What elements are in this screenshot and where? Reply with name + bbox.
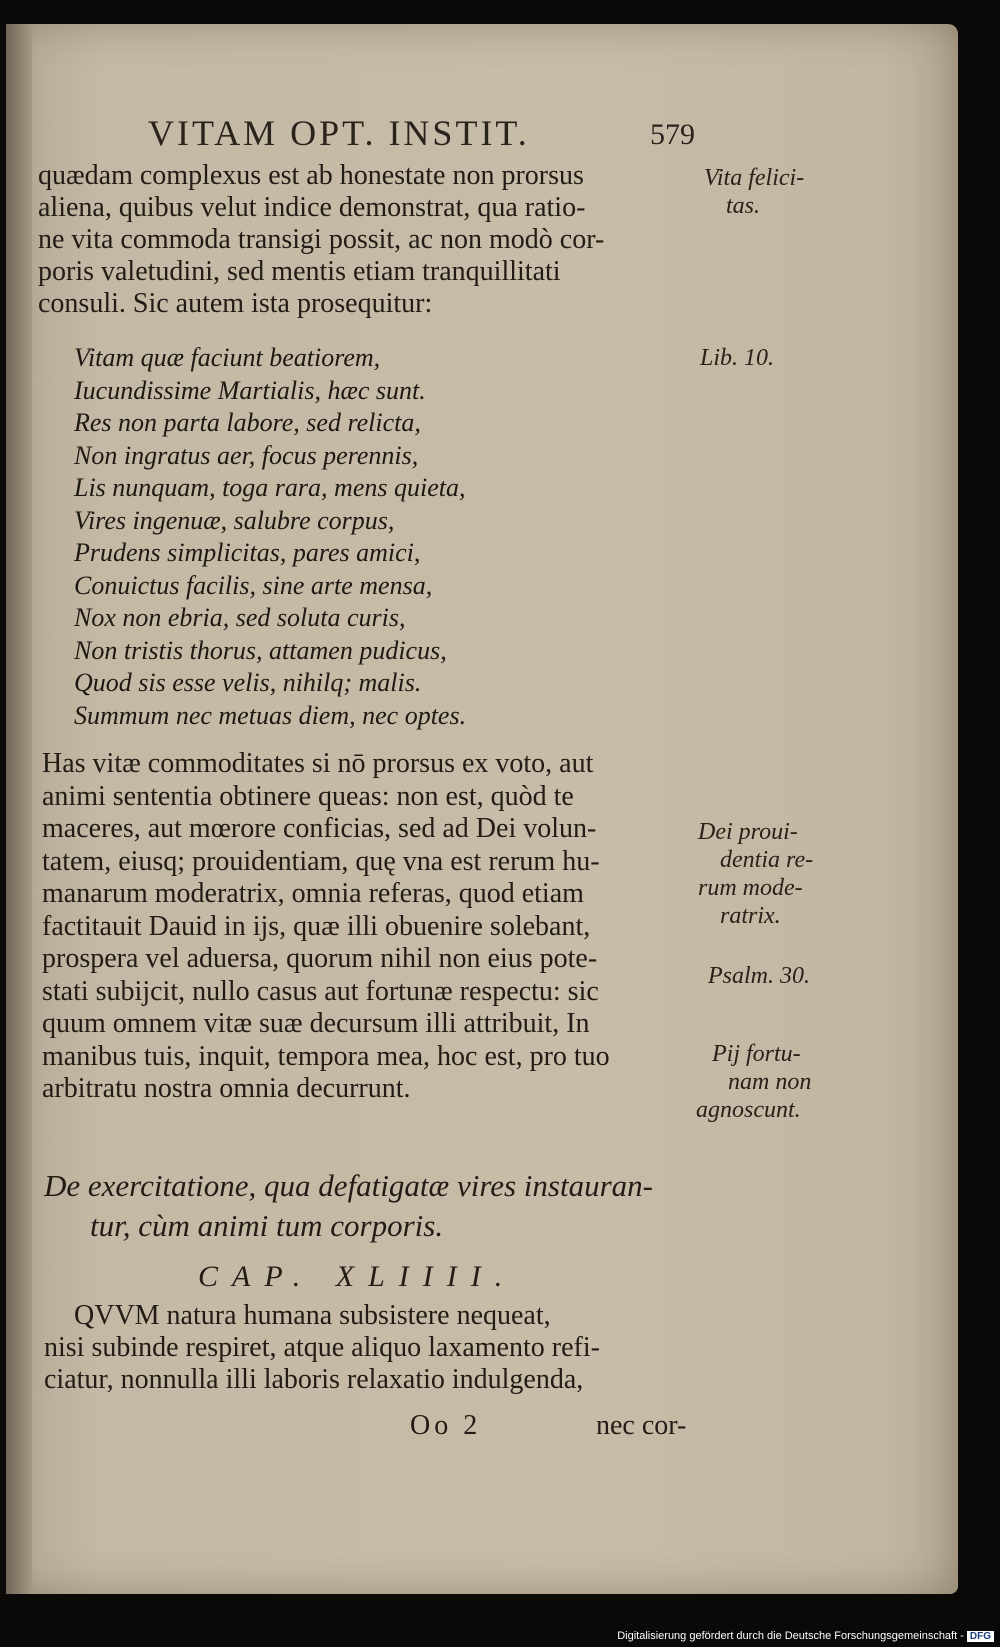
verse-line: Res non parta labore, sed relicta, <box>74 408 421 437</box>
margin-note-pij-fortuna <box>696 1040 811 1124</box>
margin-note-line: Pij fortu- <box>712 1041 801 1067</box>
text-line: tatem, eiusq; prouidentiam, quę vna est rerum hu- <box>42 845 600 877</box>
margin-note-line: rum mode- <box>698 875 803 901</box>
text-line: manibus tuis, inquit, tempora mea, hoc est, pro tuo <box>42 1040 610 1072</box>
verse-line: Lis nunquam, toga rara, mens quieta, <box>74 473 466 502</box>
binding-gutter <box>6 24 32 1594</box>
catchword: nec cor- <box>596 1410 687 1441</box>
text-line: aliena, quibus velut indice demonstrat, qua ratio- <box>38 192 586 223</box>
verse-line: Vires ingenuæ, salubre corpus, <box>74 505 395 535</box>
margin-note-line: dentia re- <box>720 847 814 873</box>
dfg-logo: DFG <box>967 1631 994 1642</box>
text-line: maceres, aut mœrore conficias, sed ad Dei volun- <box>42 813 597 844</box>
margin-note-line: Vita felici- <box>704 165 805 191</box>
text-line: poris valetudini, sed mentis etiam tranquillitati <box>38 256 561 287</box>
text-line: consuli. Sic autem ista prosequitur: <box>38 288 433 319</box>
text-line: stati subijcit, nullo casus aut fortunæ respectu: sic <box>42 975 599 1007</box>
margin-note-line: tas. <box>726 193 761 219</box>
margin-note-line: nam non <box>728 1069 812 1095</box>
chapter-title <box>44 1166 704 1246</box>
margin-note-line: agnoscunt. <box>696 1097 801 1123</box>
text-line: ciatur, nonnulla illi laboris relaxatio indulgenda, <box>44 1364 584 1395</box>
paragraph-2 <box>42 748 702 1106</box>
verse-line: Vitam quæ faciunt beatiorem, <box>74 343 381 372</box>
chapter-number: CAP. XLIIII. <box>198 1260 517 1293</box>
running-head: VITAM OPT. INSTIT. <box>148 113 530 153</box>
margin-note-lib-reference: Lib. 10. <box>700 345 775 371</box>
margin-note-psalm-reference: Psalm. 30. <box>708 963 810 989</box>
text-line: animi sententia obtinere queas: non est, quòd te <box>42 780 574 812</box>
signature-mark: Oo 2 <box>410 1410 482 1441</box>
verse-line: Non tristis thorus, attamen pudicus, <box>74 635 447 665</box>
verse-line: Iucundissime Martialis, hæc sunt. <box>74 375 426 405</box>
text-line: Has vitæ commoditates si nō prorsus ex voto, aut <box>42 748 594 779</box>
verse-line: Non ingratus aer, focus perennis, <box>74 440 419 470</box>
credit-text: Digitalisierung gefördert durch die Deutsche Forschungsgemeinschaft - <box>617 1630 964 1642</box>
chapter-title-line: tur, cùm animi tum corporis. <box>90 1208 444 1243</box>
text-line: ne vita commoda transigi possit, ac non modò cor- <box>38 224 605 255</box>
text-line: quum omnem vitæ suæ decursum illi attribuit, In <box>42 1008 590 1039</box>
chapter-title-line: De exercitatione, qua defatigatæ vires instauran- <box>44 1168 653 1203</box>
paragraph-3 <box>44 1300 704 1396</box>
verse-line: Nox non ebria, sed soluta curis, <box>74 603 406 632</box>
martial-verse <box>74 342 614 732</box>
text-line: arbitratu nostra omnia decurrunt. <box>42 1073 411 1104</box>
text-line: QVVM natura humana subsistere nequeat, <box>74 1300 551 1331</box>
verse-line: Summum nec metuas diem, nec optes. <box>74 700 467 730</box>
margin-note-line: ratrix. <box>720 903 781 929</box>
text-line: factitauit Dauid in ijs, quæ illi obuenire solebant, <box>42 910 591 942</box>
margin-note-line: Dei proui- <box>698 819 798 845</box>
text-line: manarum moderatrix, omnia referas, quod etiam <box>42 878 584 909</box>
paragraph-1 <box>38 160 700 320</box>
margin-note-vita-felicitas <box>704 164 804 220</box>
text-line: quædam complexus est ab honestate non prorsus <box>38 160 584 191</box>
text-line: nisi subinde respiret, atque aliquo laxamento refi- <box>44 1332 600 1363</box>
margin-note-dei-prouidentia <box>698 818 813 930</box>
verse-line: Prudens simplicitas, pares amici, <box>74 538 421 567</box>
text-line: prospera vel aduersa, quorum nihil non eius pote- <box>42 943 598 974</box>
verse-line: Quod sis esse velis, nihilq; malis. <box>74 668 422 697</box>
verse-line: Conuictus facilis, sine arte mensa, <box>74 570 433 600</box>
page-number: 579 <box>650 118 695 151</box>
digitization-credit <box>617 1630 994 1642</box>
